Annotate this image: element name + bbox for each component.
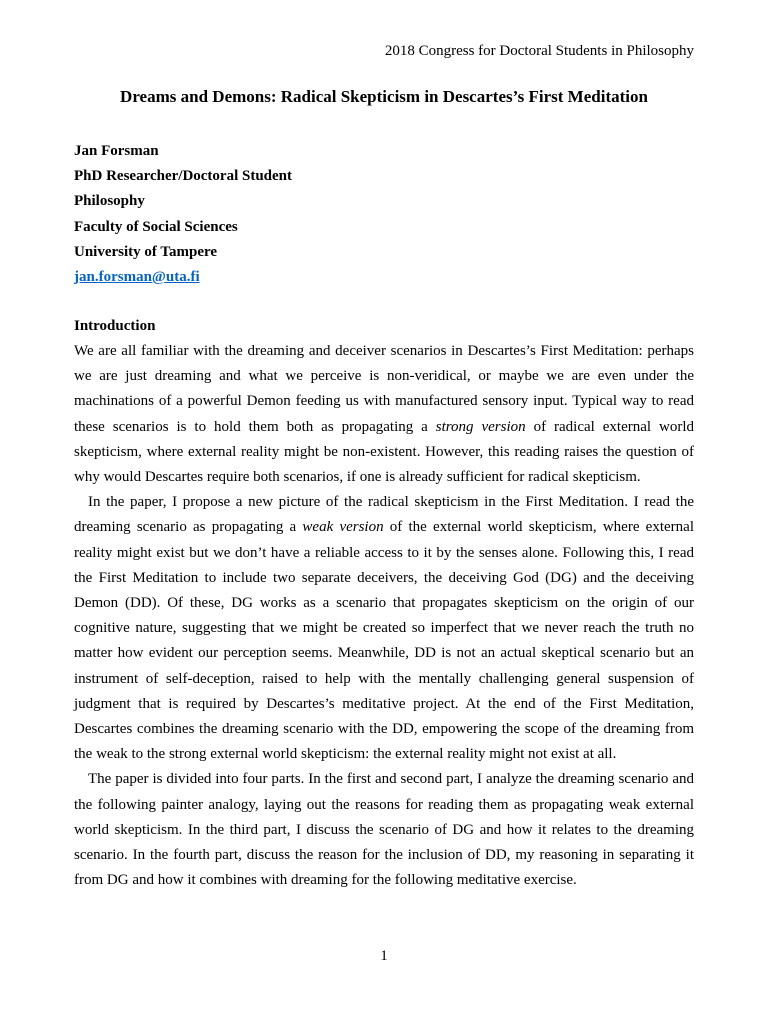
author-block <box>74 139 694 290</box>
running-header: 2018 Congress for Doctoral Students in Philosophy <box>384 43 694 59</box>
author-discipline: Philosophy <box>74 193 145 210</box>
author-faculty: Faculty of Social Sciences <box>74 218 238 235</box>
author-name: Jan Forsman <box>74 143 159 159</box>
paragraph-2-text-a: In the paper, I propose a new picture of the radical skepticism in the First Meditation. I read the dreaming scenario as propagating a <box>74 494 694 536</box>
paragraph-1-text-a: We are all familiar with the dreaming and deceiver scenarios in Descartes’s First Meditation: perhaps we are just dreaming and what we perceive is non-veridical, or maybe we are even under the machinations of a powerful Demon feeding us with manufactured sensory input. Typical way to read these scenarios is to hold them both as propagating a <box>74 343 694 435</box>
paragraph-3: The paper is divided into four parts. In the first and second part, I analyze the dreaming scenario and the following painter analogy, laying out the reasons for reading them as propagating weak external world skepticism. In the third part, I discuss the scenario of DG and how it relates to the dreaming scenario. In the fourth part, discuss the reason for the inclusion of DD, my reasoning in separating it from DG and how it combines with dreaming for the following meditative exercise. <box>74 771 694 889</box>
section-heading-introduction: Introduction <box>74 318 156 334</box>
page-number: 1 <box>380 948 388 964</box>
introduction-body <box>74 339 694 893</box>
paper-title: Dreams and Demons: Radical Skepticism in Descartes’s First Meditation <box>120 87 648 106</box>
paragraph-1 <box>74 339 694 490</box>
paragraph-1-text-b: of radical external world skepticism, where external reality might be non-existent. However, this reading raises the question of why would Descartes require both scenarios, if one is already sufficient for radical skepticism. <box>74 418 694 486</box>
author-email-line <box>74 265 694 290</box>
paragraph-1-emphasis: strong version <box>435 418 526 435</box>
author-email-link[interactable]: jan.forsman@uta.fi <box>74 268 200 285</box>
paragraph-2-emphasis: weak version <box>302 519 384 536</box>
author-position: PhD Researcher/Doctoral Student <box>74 168 293 185</box>
paragraph-2-text-b: of the external world skepticism, where external reality might exist but we don’t have a reliable access to it by the senses alone. Following this, I read the First Meditation to include two separate deceivers, the deceiving God (DG) and the deceiving Demon (DD). Of these, DG works as a scenario that propagates skepticism on the origin of our cognitive nature, suggesting that we might be created so imperfect that we never reach the truth no matter how evident our perception seems. Meanwhile, DD is not an actual skeptical scenario but an instrument of self-deception, raised to help with the mentally challenging general suspension of judgment that is required by Descartes’s meditative project. At the end of the First Meditation, Descartes combines the dreaming scenario with the DD, empowering the scope of the dreaming from the weak to the strong external world skepticism: the external reality might not exist at all. <box>74 519 694 763</box>
author-university: University of Tampere <box>74 243 218 260</box>
paragraph-2 <box>74 490 694 767</box>
